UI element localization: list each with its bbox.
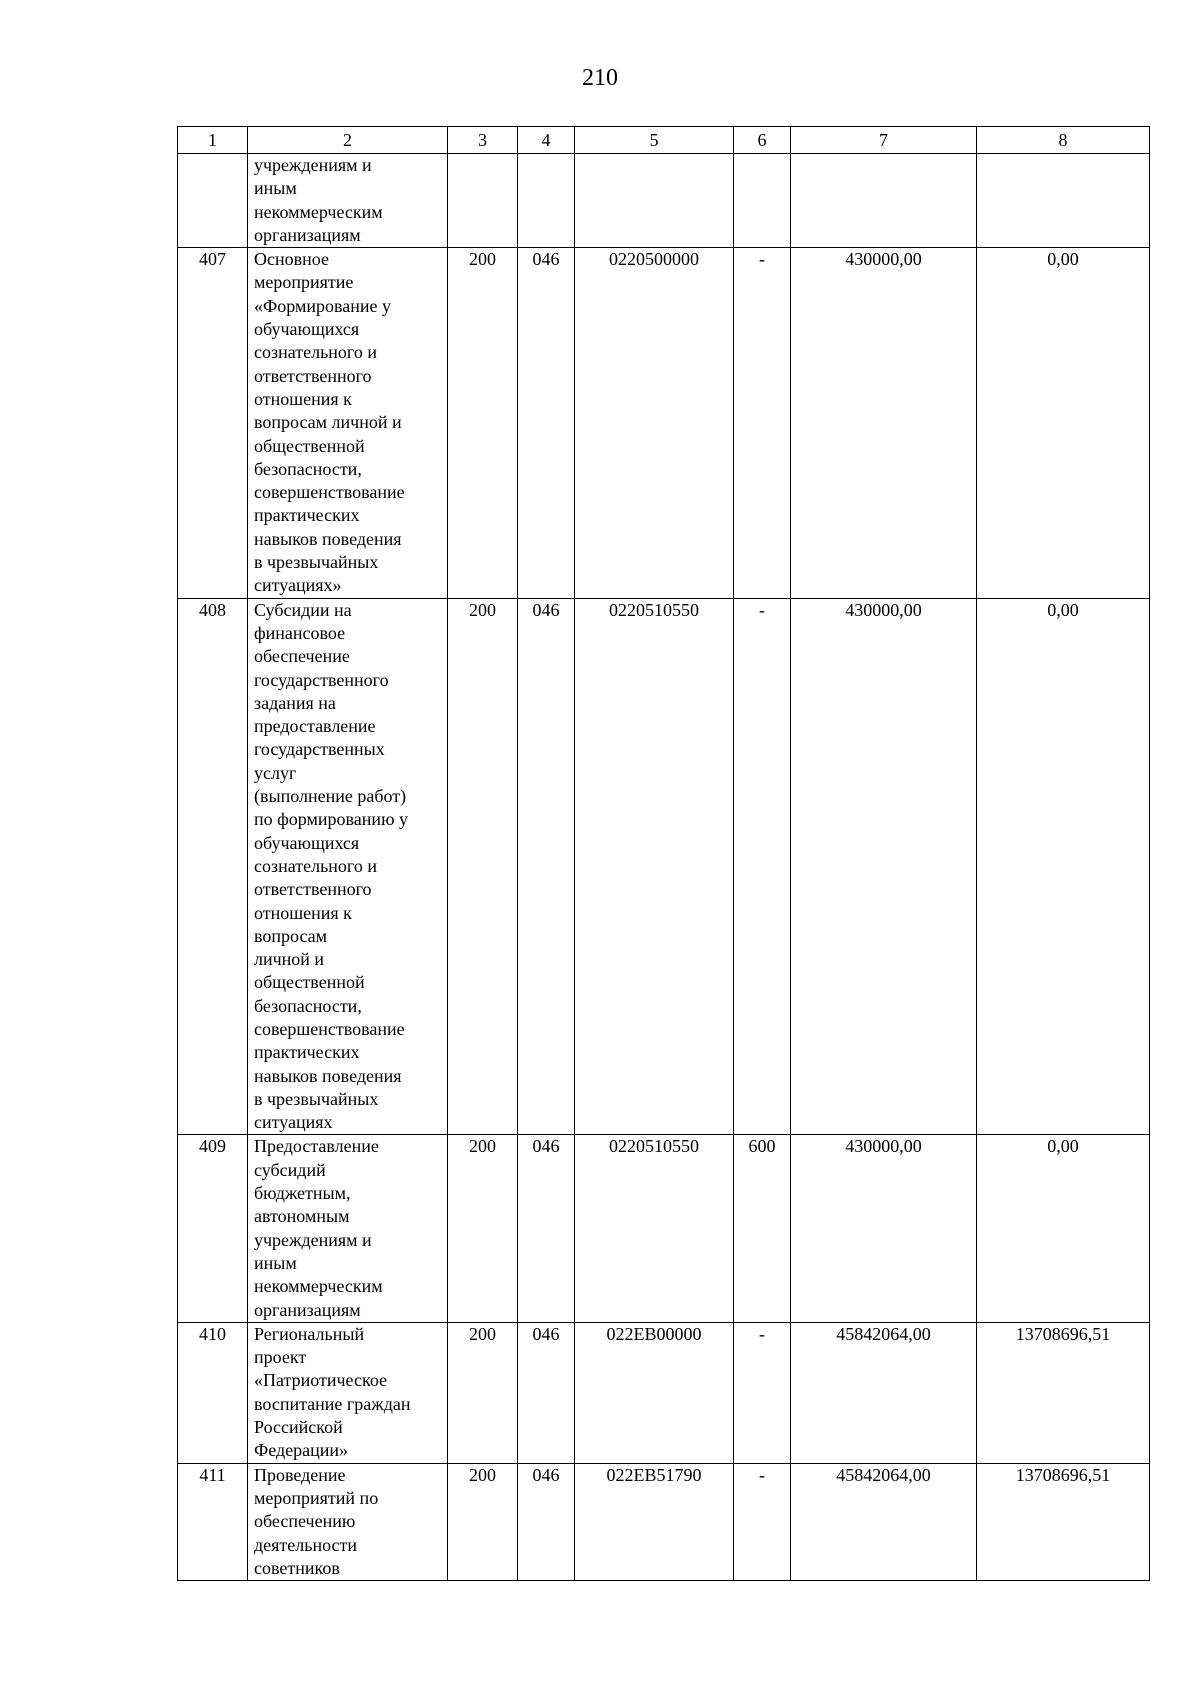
row-col-7: 430000,00 — [791, 1135, 977, 1322]
header-col-4: 4 — [518, 127, 575, 154]
row-name-line: государственных — [254, 739, 385, 760]
row-name-line: Предоставление — [254, 1136, 379, 1157]
row-name-line: сознательного и — [254, 342, 378, 363]
row-name — [248, 248, 448, 598]
row-col-3 — [448, 154, 518, 248]
row-name-line: совершенствование — [254, 1018, 405, 1039]
row-col-5: 0220510550 — [575, 1135, 734, 1322]
header-col-5: 5 — [575, 127, 734, 154]
row-col-5: 022EB51790 — [575, 1463, 734, 1580]
table-body — [178, 154, 1150, 1581]
row-col-7: 430000,00 — [791, 598, 977, 1135]
header-col-8: 8 — [977, 127, 1150, 154]
row-name-line: услуг — [254, 762, 297, 783]
table-row — [178, 1322, 1150, 1463]
row-name-line: иным — [254, 178, 297, 199]
row-name-line: обеспечению — [254, 1511, 356, 1532]
table-row — [178, 248, 1150, 598]
row-name-line: личной и — [254, 949, 325, 970]
row-name-line: учреждениям и — [254, 155, 372, 175]
row-name-line: Субсидии на — [254, 599, 352, 620]
row-number: 408 — [178, 598, 248, 1135]
row-col-7 — [791, 154, 977, 248]
row-col-3: 200 — [448, 248, 518, 598]
row-name-line: некоммерческим — [254, 1276, 383, 1297]
row-name — [248, 598, 448, 1135]
table-row — [178, 154, 1150, 248]
row-name — [248, 1463, 448, 1580]
row-name-line: организациям — [254, 1299, 361, 1320]
row-name-line: обучающихся — [254, 832, 360, 853]
row-name-line: Федерации» — [254, 1440, 349, 1461]
row-col-6 — [734, 154, 791, 248]
header-col-7: 7 — [791, 127, 977, 154]
row-name-line: в чрезвычайных — [254, 552, 379, 573]
row-name-line: субсидий — [254, 1159, 326, 1180]
row-name-line: финансовое — [254, 622, 346, 643]
row-name-line: отношения к — [254, 388, 352, 409]
row-name-line: Проведение — [254, 1464, 346, 1485]
row-name-line: ситуациях — [254, 1112, 333, 1133]
header-col-1: 1 — [178, 127, 248, 154]
row-name-line: проект — [254, 1347, 307, 1368]
row-name-line: практических — [254, 1042, 360, 1063]
row-col-4 — [518, 154, 575, 248]
row-name — [248, 1322, 448, 1463]
row-col-6: 600 — [734, 1135, 791, 1322]
row-name-line: навыков поведения — [254, 528, 402, 549]
page-number: 210 — [582, 65, 618, 91]
row-col-6: - — [734, 598, 791, 1135]
row-name-line: «Формирование у — [254, 295, 391, 316]
row-name-line: навыков поведения — [254, 1065, 402, 1086]
row-name-line: вопросам — [254, 925, 328, 946]
table-row — [178, 598, 1150, 1135]
row-number — [178, 154, 248, 248]
row-name-line: ситуациях» — [254, 575, 342, 596]
row-col-5: 0220500000 — [575, 248, 734, 598]
table-row — [178, 1463, 1150, 1580]
row-number: 407 — [178, 248, 248, 598]
row-name-line: (выполнение работ) — [254, 786, 407, 807]
row-name-line: мероприятие — [254, 272, 354, 293]
row-name-line: организациям — [254, 224, 361, 245]
row-col-8: 0,00 — [977, 598, 1150, 1135]
row-name-line: автономным — [254, 1206, 350, 1227]
row-name-line: ответственного — [254, 365, 372, 386]
row-name-line: задания на — [254, 692, 336, 713]
row-name-line: некоммерческим — [254, 201, 383, 222]
row-col-7: 430000,00 — [791, 248, 977, 598]
header-col-6: 6 — [734, 127, 791, 154]
row-name-line: иным — [254, 1252, 297, 1273]
row-col-8: 0,00 — [977, 248, 1150, 598]
row-name-line: советников — [254, 1557, 340, 1578]
row-name-line: отношения к — [254, 902, 352, 923]
header-col-2: 2 — [248, 127, 448, 154]
row-number: 410 — [178, 1322, 248, 1463]
row-name-line: ответственного — [254, 879, 372, 900]
row-name-line: Основное — [254, 249, 329, 270]
row-name-line: Российской — [254, 1417, 343, 1438]
row-col-4: 046 — [518, 1463, 575, 1580]
row-col-6: - — [734, 1463, 791, 1580]
row-name-line: по формированию у — [254, 809, 409, 830]
row-name-line: безопасности, — [254, 995, 362, 1016]
row-name-line: «Патриотическое — [254, 1370, 388, 1391]
row-name-line: учреждениям и — [254, 1229, 372, 1250]
row-col-4: 046 — [518, 1135, 575, 1322]
row-name-line: обучающихся — [254, 319, 360, 340]
row-col-3: 200 — [448, 598, 518, 1135]
row-col-3: 200 — [448, 1463, 518, 1580]
row-col-4: 046 — [518, 1322, 575, 1463]
row-name-line: воспитание граждан — [254, 1393, 411, 1414]
row-col-7: 45842064,00 — [791, 1322, 977, 1463]
row-name-line: совершенствование — [254, 482, 405, 503]
table-header — [178, 127, 1150, 154]
row-name-line: мероприятий по — [254, 1487, 379, 1508]
row-name-line: деятельности — [254, 1534, 358, 1555]
row-name-line: бюджетным, — [254, 1183, 351, 1204]
budget-table — [177, 126, 1150, 1581]
row-name-line: общественной — [254, 435, 365, 456]
row-col-8: 13708696,51 — [977, 1463, 1150, 1580]
row-col-5: 0220510550 — [575, 598, 734, 1135]
row-name-line: общественной — [254, 972, 365, 993]
header-row — [178, 127, 1150, 154]
row-col-8: 0,00 — [977, 1135, 1150, 1322]
row-col-4: 046 — [518, 598, 575, 1135]
row-col-3: 200 — [448, 1322, 518, 1463]
row-name-line: предоставление — [254, 716, 376, 737]
header-col-3: 3 — [448, 127, 518, 154]
row-name-line: в чрезвычайных — [254, 1088, 379, 1109]
row-name-line: безопасности, — [254, 458, 362, 479]
row-name — [248, 1135, 448, 1322]
row-name-line: сознательного и — [254, 855, 378, 876]
row-name-line: государственного — [254, 669, 389, 690]
table-row — [178, 1135, 1150, 1322]
row-name-line: Региональный — [254, 1323, 365, 1344]
row-col-3: 200 — [448, 1135, 518, 1322]
row-col-7: 45842064,00 — [791, 1463, 977, 1580]
row-name-line: обеспечение — [254, 646, 350, 667]
row-col-6: - — [734, 248, 791, 598]
row-number: 409 — [178, 1135, 248, 1322]
row-col-4: 046 — [518, 248, 575, 598]
row-col-8: 13708696,51 — [977, 1322, 1150, 1463]
row-col-8 — [977, 154, 1150, 248]
row-col-5 — [575, 154, 734, 248]
row-name — [248, 154, 448, 248]
row-name-line: практических — [254, 505, 360, 526]
row-name-line: вопросам личной и — [254, 412, 402, 433]
row-col-6: - — [734, 1322, 791, 1463]
row-number: 411 — [178, 1463, 248, 1580]
row-col-5: 022EB00000 — [575, 1322, 734, 1463]
